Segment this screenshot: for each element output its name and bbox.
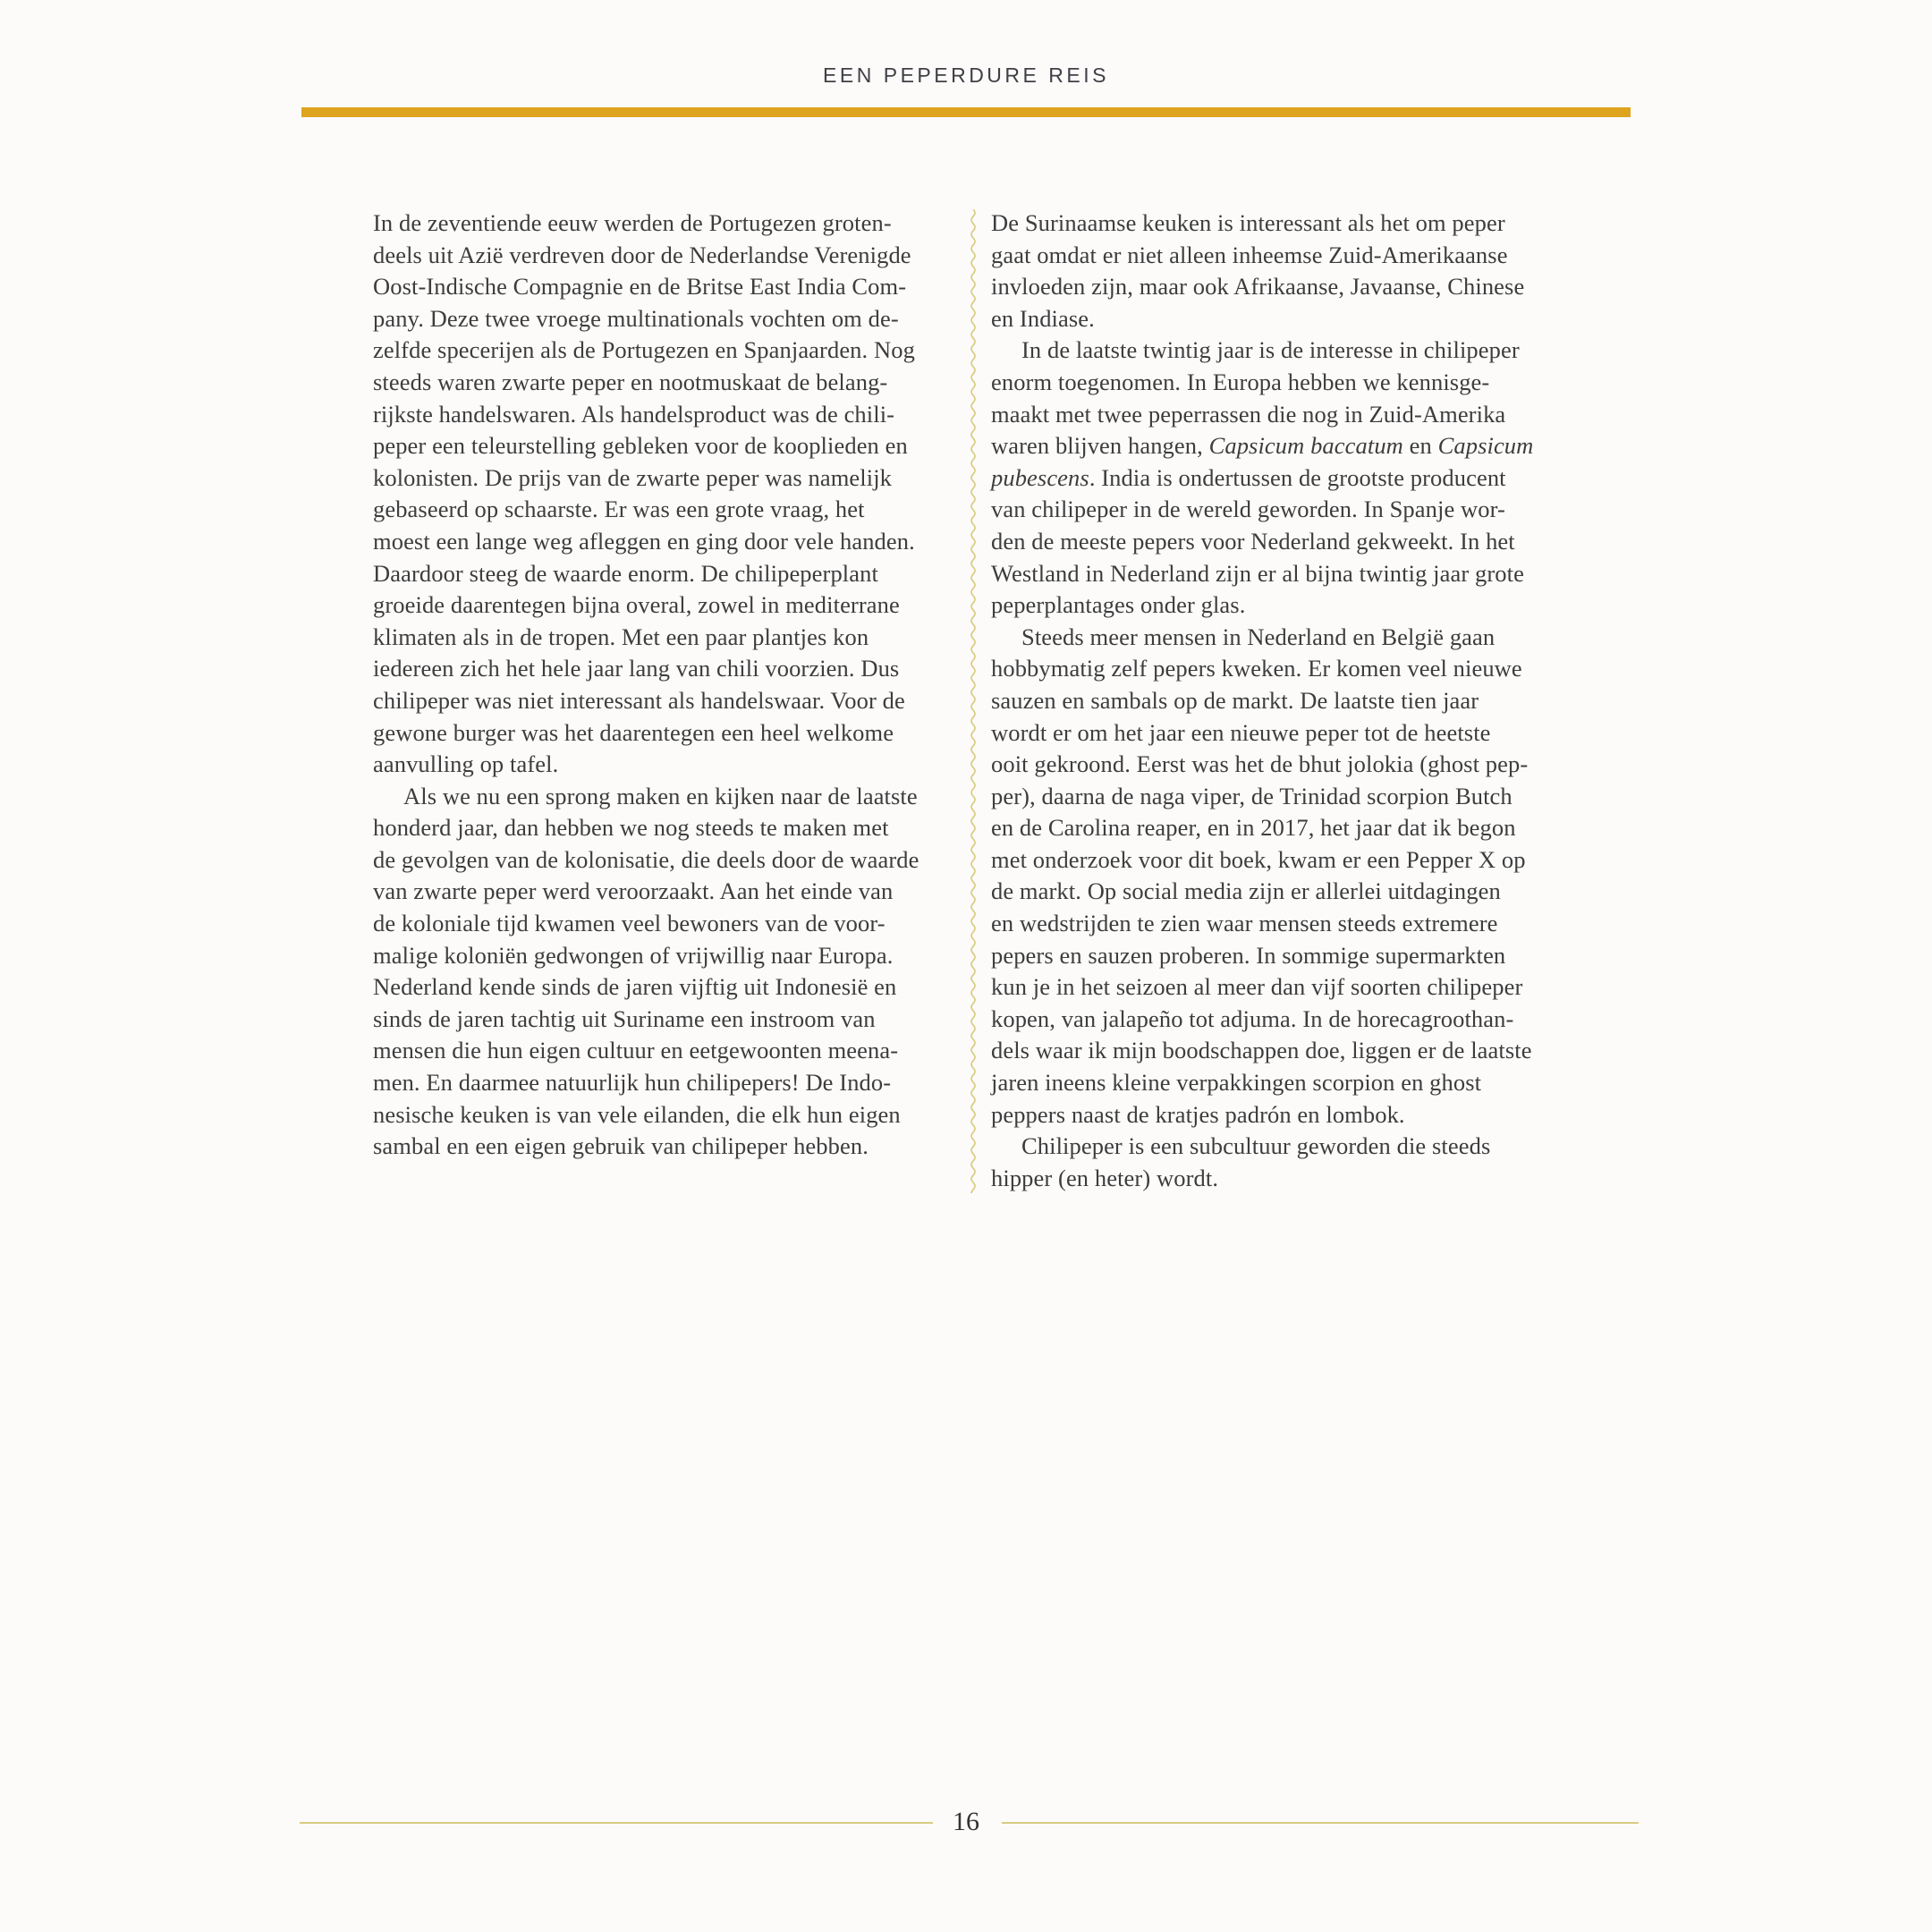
text-line: klimaten als in de tropen. Met een paar plantjes kon <box>373 623 869 650</box>
text-line: chilipeper was niet interessant als handelswaar. Voor de <box>373 686 905 714</box>
text-line: Nederland kende sinds de jaren vijftig uit Indonesië en <box>373 973 897 1001</box>
text-line: kopen, van jalapeño tot adjuma. In de horecagroothan- <box>991 1004 1514 1032</box>
text-line: malige koloniën gedwongen of vrijwillig naar Europa. <box>373 941 894 969</box>
text-line: hipper (en heter) wordt. <box>991 1164 1219 1191</box>
text-line: met onderzoek voor dit boek, kwam er een Pepper X op <box>991 845 1526 873</box>
text-line: de koloniale tijd kwamen veel bewoners van de voor- <box>373 910 886 937</box>
text-line: men. En daarmee natuurlijk hun chilipepers! De Indo- <box>373 1069 892 1097</box>
text-line: van chilipeper in de wereld geworden. In Spanje wor- <box>991 496 1505 523</box>
text-line: en wedstrijden te zien waar mensen steeds extremere <box>991 910 1498 937</box>
text-line: Westland in Nederland zijn er al bijna twintig jaar grote <box>991 559 1524 587</box>
text-line: Als we nu een sprong maken en kijken naar de laatste <box>403 782 918 809</box>
text-line: ooit gekroond. Eerst was het de bhut jolokia (ghost pep- <box>991 750 1529 778</box>
text-line: waren blijven hangen, Capsicum baccatum en Capsicum <box>991 432 1534 460</box>
page-header-title: EEN PEPERDURE REIS <box>823 64 1109 87</box>
text-line: maakt met twee peperrassen die nog in Zuid-Amerika <box>991 400 1506 428</box>
text-line: kolonisten. De prijs van de zwarte peper was namelijk <box>373 463 893 491</box>
text-line: peper een teleurstelling gebleken voor de kooplieden en <box>373 432 908 460</box>
text-line: gewone burger was het daarentegen een heel welkome <box>373 718 894 746</box>
text-line: Oost-Indische Compagnie en de Britse East India Com- <box>373 273 907 301</box>
text-line: In de zeventiende eeuw werden de Portugezen groten- <box>373 209 892 236</box>
text-line: Chilipeper is een subcultuur geworden die steeds <box>1021 1132 1491 1160</box>
text-line: jaren ineens kleine verpakkingen scorpion en ghost <box>991 1069 1482 1097</box>
text-line: mensen die hun eigen cultuur en eetgewoonten meena- <box>373 1037 899 1064</box>
text-line: de gevolgen van de kolonisatie, die deels door de waarde <box>373 845 919 873</box>
text-line: den de meeste pepers voor Nederland gekweekt. In het <box>991 527 1515 555</box>
text-line: nesische keuken is van vele eilanden, die elk hun eigen <box>373 1100 901 1128</box>
page-number: 16 <box>953 1807 979 1836</box>
text-line: steeds waren zwarte peper en nootmuskaat de belang- <box>373 368 888 395</box>
text-line: sauzen en sambals op de markt. De laatste tien jaar <box>991 686 1479 714</box>
text-line: zelfde specerijen als de Portugezen en Spanjaarden. Nog <box>373 336 915 364</box>
text-line: peppers naast de kratjes padrón en lombok. <box>991 1100 1405 1128</box>
text-line: enorm toegenomen. In Europa hebben we kennisge- <box>991 368 1490 395</box>
text-line: hobbymatig zelf pepers kweken. Er komen veel nieuwe <box>991 655 1522 682</box>
text-line: gaat omdat er niet alleen inheemse Zuid-Amerikaanse <box>991 241 1508 268</box>
text-line: groeide daarentegen bijna overal, zowel in mediterrane <box>373 591 900 619</box>
text-line: pubescens. India is ondertussen de grootste producent <box>991 463 1506 491</box>
text-line: aanvulling op tafel. <box>373 750 559 778</box>
text-line: rijkste handelswaren. Als handelsproduct was de chili- <box>373 400 895 428</box>
text-line: sinds de jaren tachtig uit Suriname een instroom van <box>373 1004 876 1032</box>
text-line: Daardoor steeg de waarde enorm. De chilipeperplant <box>373 559 878 587</box>
text-line: honderd jaar, dan hebben we nog steeds te maken met <box>373 814 889 842</box>
text-line: In de laatste twintig jaar is de interesse in chilipeper <box>1021 336 1520 364</box>
text-line: invloeden zijn, maar ook Afrikaanse, Javaanse, Chinese <box>991 273 1525 301</box>
text-line: de markt. Op social media zijn er allerlei uitdagingen <box>991 877 1501 905</box>
text-line: pepers en sauzen proberen. In sommige supermarkten <box>991 941 1506 969</box>
text-line: sambal en een eigen gebruik van chilipeper hebben. <box>373 1132 869 1160</box>
accent-bar <box>301 107 1631 117</box>
text-line: gebaseerd op schaarste. Er was een grote vraag, het <box>373 496 865 523</box>
text-column-left <box>373 208 919 1163</box>
text-line: peperplantages onder glas. <box>991 591 1246 619</box>
text-line: iedereen zich het hele jaar lang van chili voorzien. Dus <box>373 655 900 682</box>
text-line: per), daarna de naga viper, de Trinidad scorpion Butch <box>991 782 1513 809</box>
text-line: kun je in het seizoen al meer dan vijf soorten chilipeper <box>991 973 1523 1001</box>
text-line: deels uit Azië verdreven door de Nederlandse Verenigde <box>373 241 911 268</box>
text-line: moest een lange weg afleggen en ging door vele handen. <box>373 527 915 555</box>
text-line: en Indiase. <box>991 304 1095 332</box>
text-line: Steeds meer mensen in Nederland en België gaan <box>1021 623 1496 650</box>
text-line: pany. Deze twee vroege multinationals vochten om de- <box>373 304 899 332</box>
text-column-right <box>991 208 1533 1194</box>
text-line: dels waar ik mijn boodschappen doe, liggen er de laatste <box>991 1037 1532 1064</box>
text-line: De Surinaamse keuken is interessant als het om peper <box>991 209 1505 236</box>
text-line: van zwarte peper werd veroorzaakt. Aan het einde van <box>373 877 894 905</box>
column-divider-wave-icon <box>968 209 979 1193</box>
text-line: en de Carolina reaper, en in 2017, het jaar dat ik begon <box>991 814 1516 842</box>
text-line: wordt er om het jaar een nieuwe peper tot de heetste <box>991 718 1491 746</box>
